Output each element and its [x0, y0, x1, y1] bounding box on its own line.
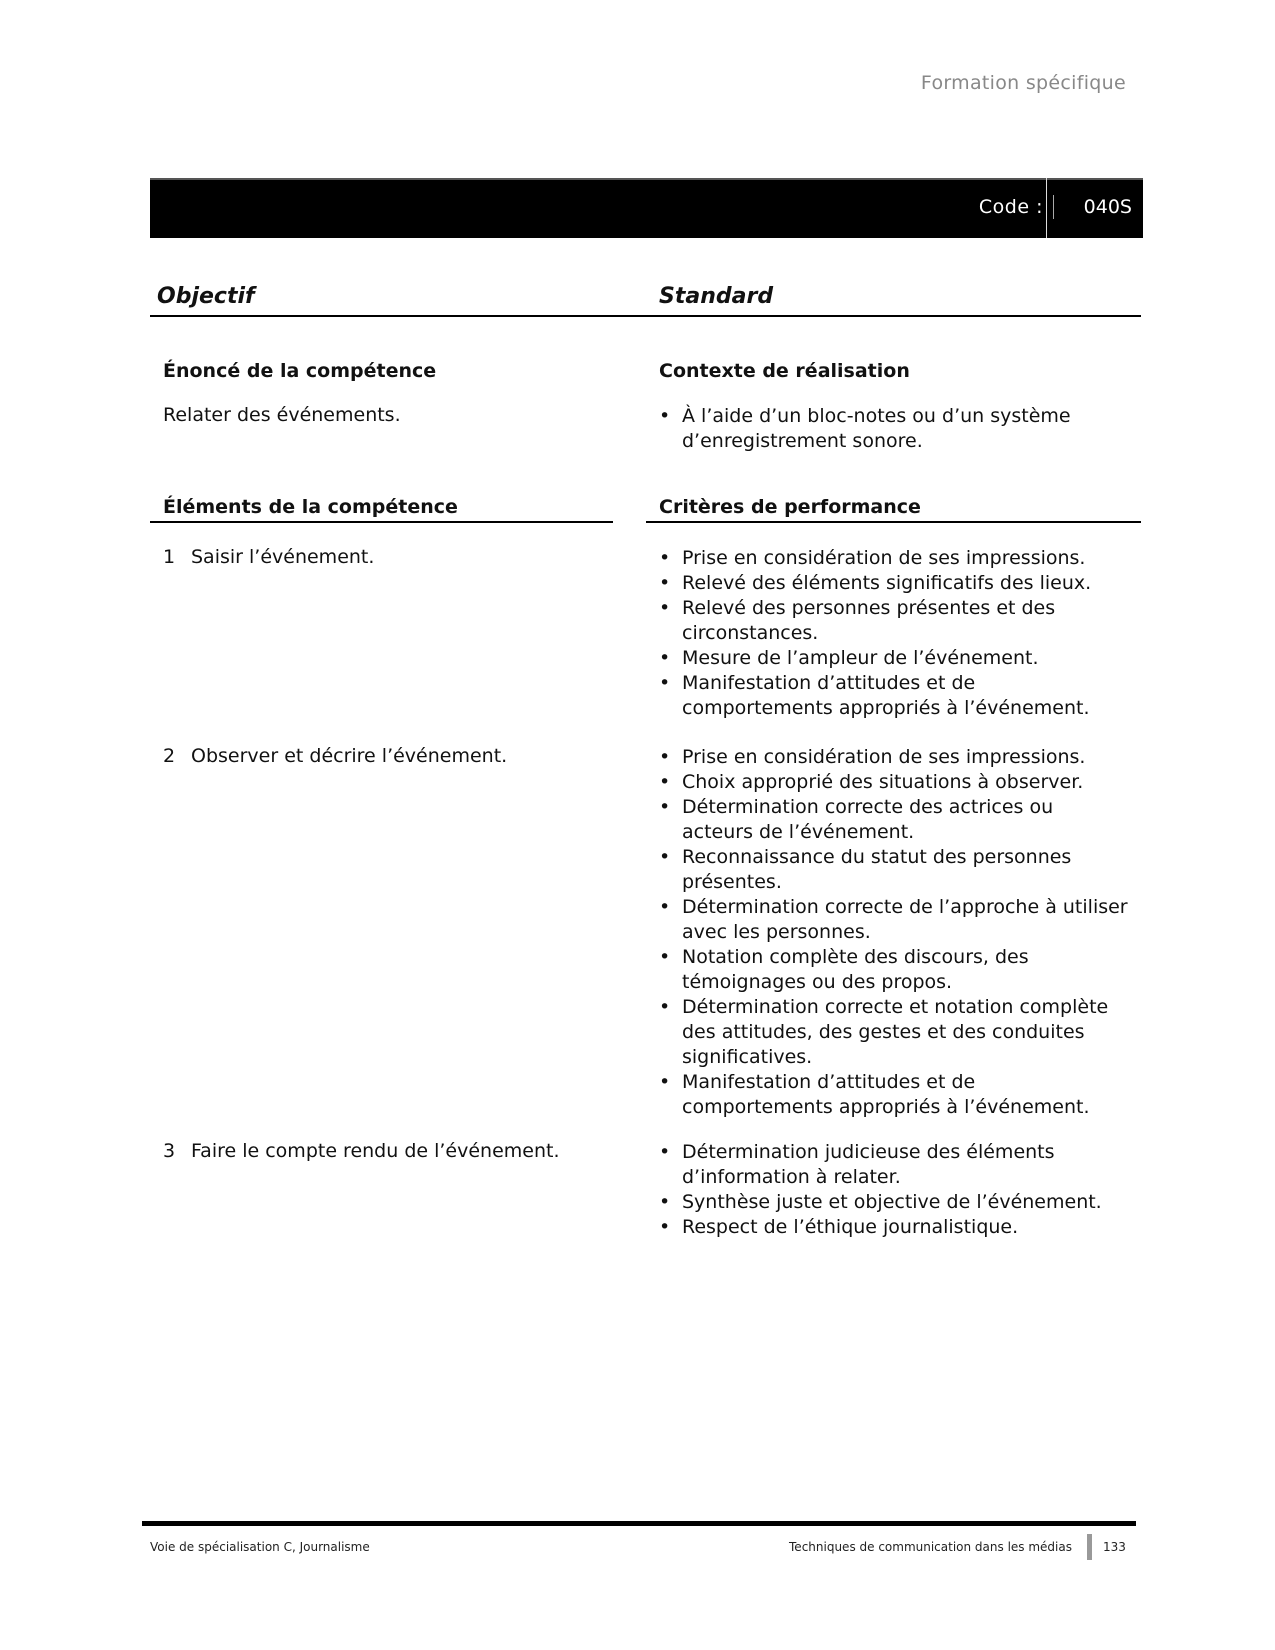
element-text: Faire le compte rendu de l’événement. — [191, 1140, 560, 1162]
criterion: • Prise en considération de ses impressions. — [659, 546, 1129, 571]
enonce-heading: Énoncé de la compétence — [163, 360, 437, 382]
element-item — [163, 545, 374, 570]
criterion: • Détermination correcte et notation complète des attitudes, des gestes et des conduites significatives. — [659, 995, 1129, 1070]
criterion: • Mesure de l’ampleur de l’événement. — [659, 646, 1129, 671]
footer-right: Techniques de communication dans les médias — [789, 1540, 1072, 1554]
code-divider — [1046, 178, 1047, 238]
criterion: • Synthèse juste et objective de l’événement. — [659, 1190, 1129, 1215]
element-item — [163, 1139, 560, 1164]
criterion: • Choix approprié des situations à observer. — [659, 770, 1129, 795]
criterion: • Manifestation d’attitudes et de comportements appropriés à l’événement. — [659, 671, 1129, 721]
criteres-heading: Critères de performance — [659, 496, 921, 518]
criterion: • Prise en considération de ses impressions. — [659, 745, 1129, 770]
criterion: • Détermination correcte de l’approche à utiliser avec les personnes. — [659, 895, 1129, 945]
element-text: Observer et décrire l’événement. — [191, 745, 508, 767]
criteria-list — [659, 546, 1129, 721]
criterion: • Reconnaissance du statut des personnes présentes. — [659, 845, 1129, 895]
code-divider-inner — [1053, 195, 1054, 219]
element-item — [163, 744, 507, 769]
page-number: 133 — [1103, 1540, 1126, 1554]
code-label: Code : — [978, 196, 1043, 218]
heading-rule — [150, 315, 1141, 317]
criterion: • Respect de l’éthique journalistique. — [659, 1215, 1129, 1240]
contexte-item: • À l’aide d’un bloc-notes ou d’un système d’enregistrement sonore. — [659, 404, 1079, 454]
footer-rule — [142, 1521, 1136, 1526]
footer-left: Voie de spécialisation C, Journalisme — [150, 1540, 370, 1554]
objectif-heading: Objectif — [157, 284, 255, 309]
criterion: • Manifestation d’attitudes et de comportements appropriés à l’événement. — [659, 1070, 1129, 1120]
criteria-list — [659, 1140, 1129, 1240]
criterion: • Détermination judicieuse des éléments d’information à relater. — [659, 1140, 1129, 1190]
footer-separator — [1087, 1534, 1092, 1560]
element-number: 3 — [163, 1140, 176, 1162]
running-header: Formation spécifique — [920, 72, 1126, 94]
criterion: • Relevé des éléments significatifs des lieux. — [659, 571, 1129, 596]
enonce-text: Relater des événements. — [163, 404, 401, 426]
criterion: • Notation complète des discours, des témoignages ou des propos. — [659, 945, 1129, 995]
elements-heading: Éléments de la compétence — [163, 496, 458, 518]
element-number: 1 — [163, 546, 176, 568]
criterion: • Relevé des personnes présentes et des circonstances. — [659, 596, 1129, 646]
contexte-list — [659, 404, 1079, 454]
code-value: 040S — [1083, 196, 1132, 218]
elements-rule — [150, 521, 613, 523]
contexte-heading: Contexte de réalisation — [659, 360, 910, 382]
criteria-list — [659, 745, 1129, 1120]
element-number: 2 — [163, 745, 176, 767]
standard-heading: Standard — [659, 284, 774, 309]
criterion: • Détermination correcte des actrices ou acteurs de l’événement. — [659, 795, 1129, 845]
criteres-rule — [646, 521, 1141, 523]
element-text: Saisir l’événement. — [191, 546, 375, 568]
